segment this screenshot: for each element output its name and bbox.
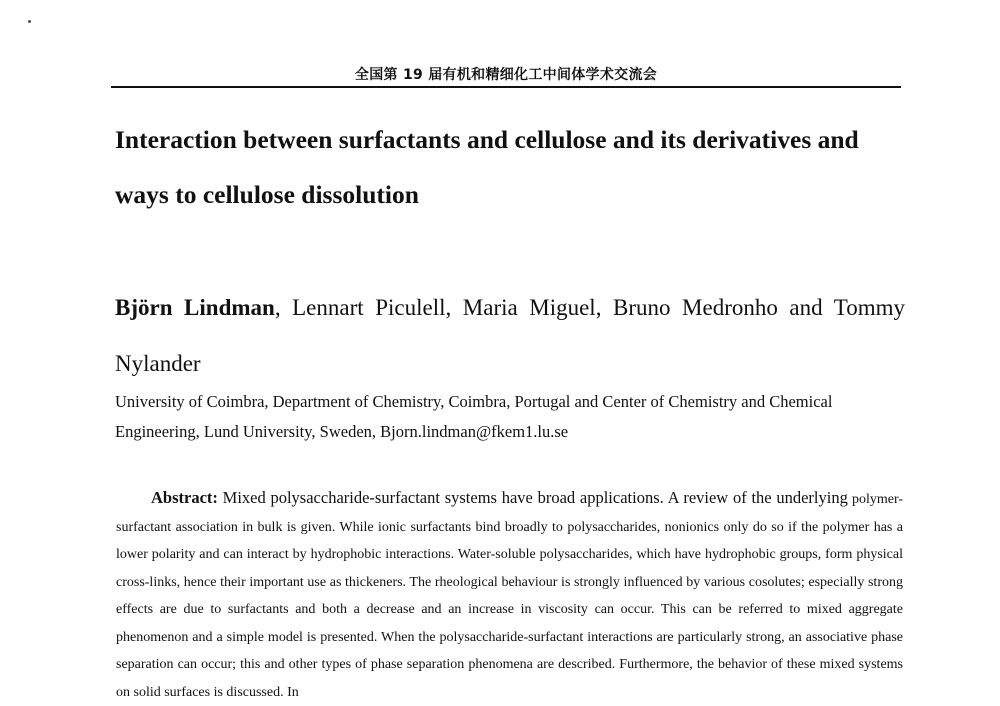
affiliation: University of Coimbra, Department of Chemistry, Coimbra, Portugal and Center of Chemistry and Chemical Engineering, Lund University, Sweden, Bjorn.lindman@fkem1.lu.se bbox=[115, 392, 833, 441]
abstract-first-line bbox=[116, 488, 848, 507]
header-rule bbox=[111, 86, 901, 88]
conference-header: 全国第 19 届有机和精细化工中间体学术交流会 bbox=[354, 67, 658, 83]
co-authors: , Lennart Piculell, Maria Miguel, Bruno Medronho and Tommy Nylander bbox=[115, 295, 905, 376]
abstract bbox=[116, 484, 903, 706]
lead-author: Björn Lindman bbox=[115, 295, 275, 320]
paper-title: Interaction between surfactants and cellulose and its derivatives and ways to cellulose dissolution bbox=[115, 125, 859, 209]
abstract-body: polymer-surfactant association in bulk is given. While ionic surfactants bind broadly to polysaccharides, nonionics only do so if the polymer has a lower polarity and can interact by hydrophobic interactions. Water-soluble polysaccharides, which have hydrophobic groups, form physical cross-links, hence their important use as thickeners. The rheological behaviour is strongly influenced by various cosolutes; especially strong effects are due to surfactants and both a decrease and an increase in viscosity can occur. This can be referred to mixed aggregate phenomenon and a simple model is presented. When the polysaccharide-surfactant interactions are particularly strong, an associative phase separation can occur; this and other types of phase separation phenomena are described. Furthermore, the behavior of these mixed systems on solid surfaces is discussed. In bbox=[116, 492, 904, 700]
scan-speck bbox=[28, 20, 31, 23]
abstract-first-sentence: Mixed polysaccharide-surfactant systems have broad applications. A review of the underlying bbox=[217, 488, 848, 507]
abstract-label: Abstract: bbox=[151, 488, 218, 507]
author-list bbox=[115, 280, 905, 392]
